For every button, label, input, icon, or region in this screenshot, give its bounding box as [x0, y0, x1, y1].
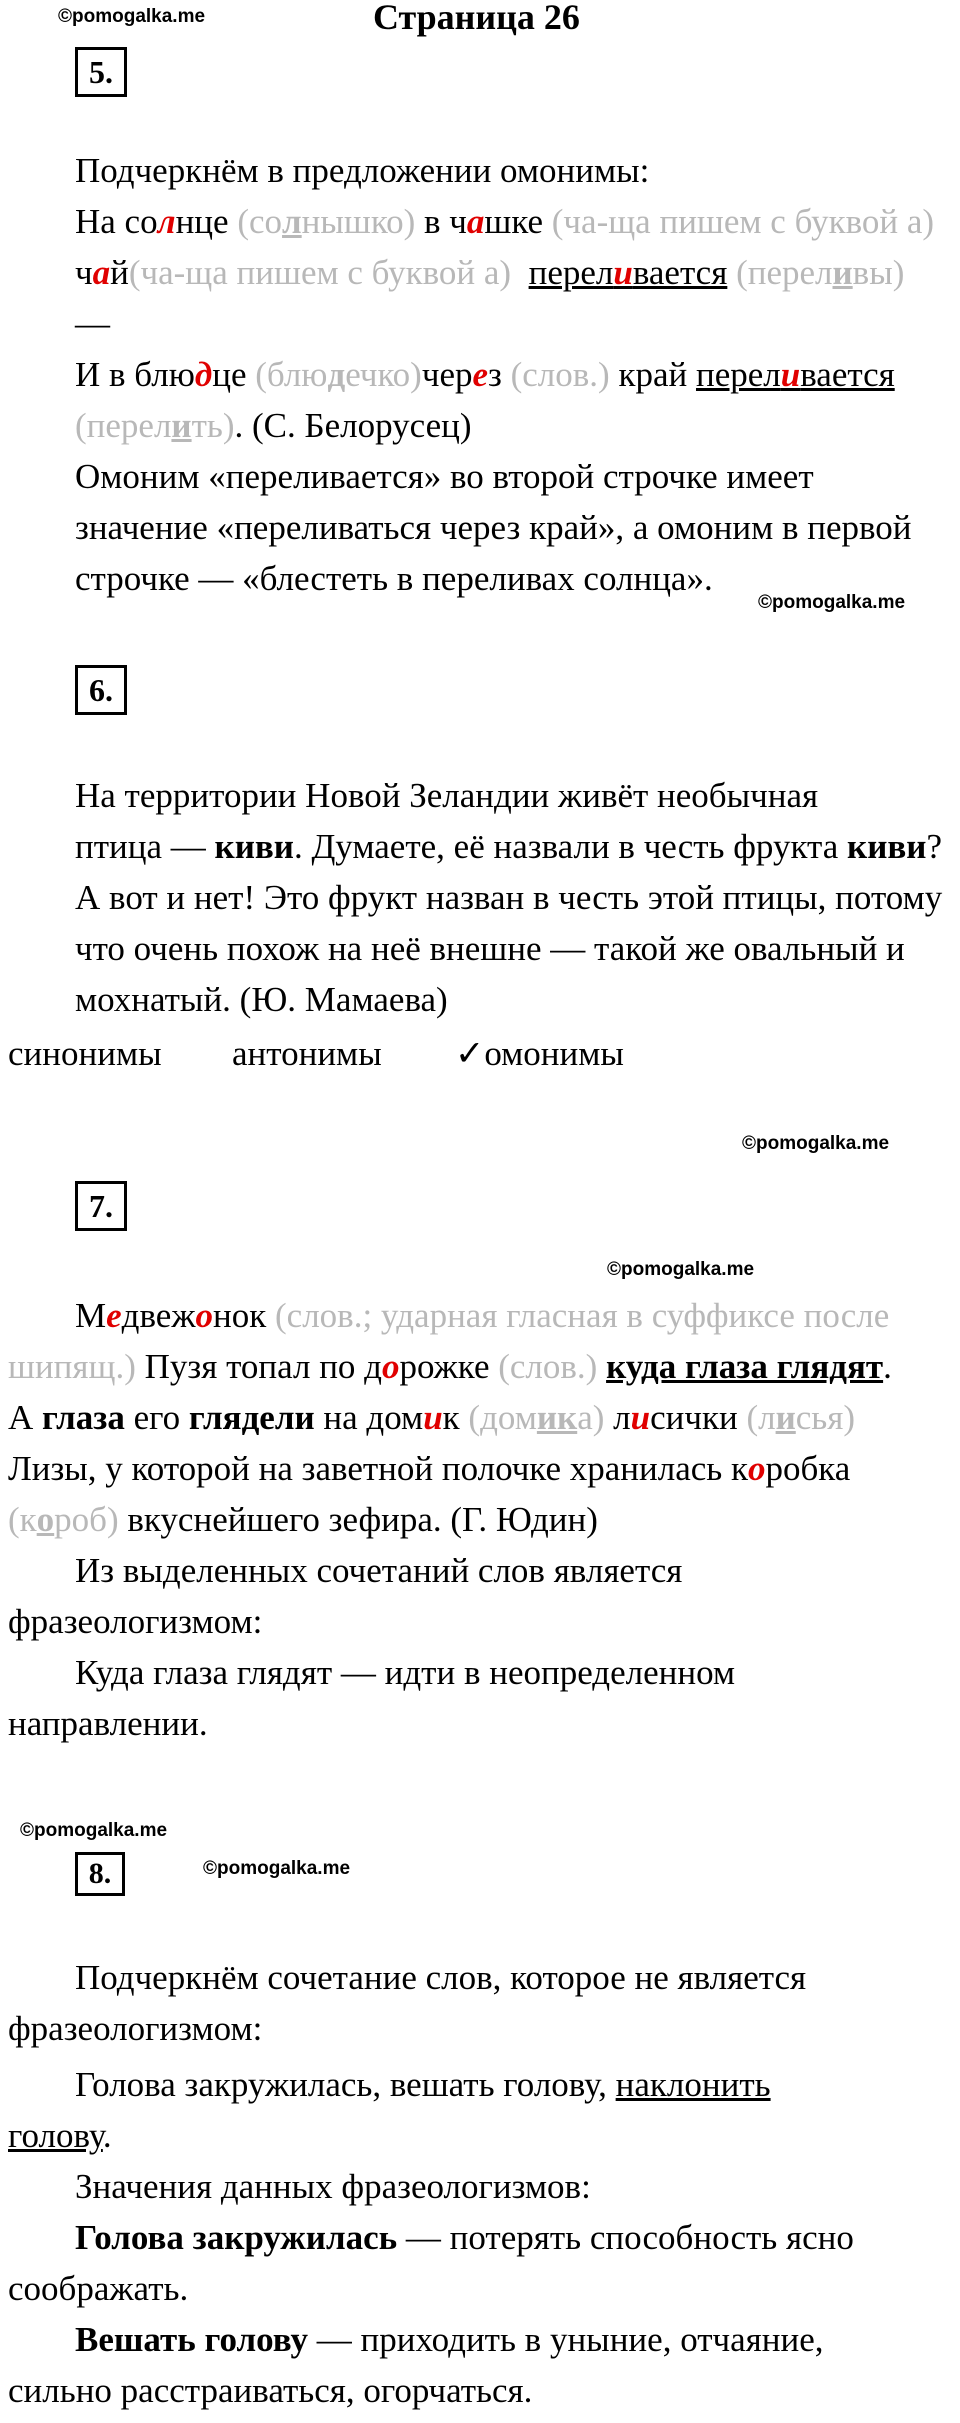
task-7-line-8: Куда глаза глядят — идти в неопределенном — [75, 1653, 736, 1692]
task-5-line-4: — — [75, 304, 110, 343]
task-number-7: 7. — [75, 1181, 127, 1231]
task-8-line-9: сильно расстраиваться, огорчаться. — [8, 2371, 533, 2410]
watermark: ©pomogalka.me — [58, 6, 206, 27]
task-5-line-8: значение «переливаться через край», а омоним в первой — [75, 508, 912, 547]
watermark: ©pomogalka.me — [758, 592, 906, 613]
option-synonyms: синонимы — [8, 1034, 162, 1073]
task-7-line-2: шипящ.) Пузя топал по дорожке (слов.) куда глаза глядят. — [8, 1347, 892, 1386]
task-number-5: 5. — [75, 47, 127, 97]
task-6-line-2: птица — киви. Думаете, её назвали в честь фрукта киви? — [75, 827, 942, 866]
task-6-line-1: На территории Новой Зеландии живёт необычная — [75, 776, 819, 815]
task-5-line-3: чай(ча-ща пишем с буквой а) переливается (переливы) — [75, 253, 905, 292]
task-7-line-5: (короб) вкуснейшего зефира. (Г. Юдин) — [8, 1500, 598, 1539]
task-number-6: 6. — [75, 665, 127, 715]
task-7-line-3: А глаза его глядели на домик (домика) лисички (лисья) — [8, 1398, 856, 1437]
task-8-line-8: Вешать голову — приходить в уныние, отчаяние, — [75, 2320, 824, 2359]
watermark: ©pomogalka.me — [203, 1858, 351, 1879]
watermark: ©pomogalka.me — [20, 1820, 168, 1841]
task-6-line-3: А вот и нет! Это фрукт назван в честь этой птицы, потому — [75, 878, 943, 917]
task-6-line-5: мохнатый. (Ю. Мамаева) — [75, 980, 448, 1019]
watermark: ©pomogalka.me — [742, 1133, 890, 1154]
task-8-line-1: Подчеркнём сочетание слов, которое не является — [75, 1958, 807, 1997]
task-5-line-1: Подчеркнём в предложении омонимы: — [75, 151, 650, 190]
task-7-line-9: направлении. — [8, 1704, 208, 1743]
checkmark-icon: ✓ — [455, 1034, 485, 1074]
task-7-line-1: Медвежонок (слов.; ударная гласная в суффиксе после — [75, 1296, 890, 1335]
task-5-line-2: На солнце (солнышко) в чашке (ча-ща пишем с буквой а) — [75, 202, 935, 241]
option-antonyms: антонимы — [232, 1034, 382, 1073]
task-8-line-6: Голова закружилась — потерять способность ясно — [75, 2218, 854, 2257]
task-7-line-7: фразеологизмом: — [8, 1602, 263, 1641]
page-title: Страница 26 — [373, 0, 580, 37]
watermark: ©pomogalka.me — [607, 1259, 755, 1280]
task-6-line-4: что очень похож на неё внешне — такой же овальный и — [75, 929, 905, 968]
task-5-line-6: (перелить). (С. Белорусец) — [75, 406, 472, 445]
task-5-line-9: строчке — «блестеть в переливах солнца». — [75, 559, 713, 598]
task-8-line-2: фразеологизмом: — [8, 2009, 263, 2048]
task-8-line-7: соображать. — [8, 2269, 189, 2308]
task-7-line-6: Из выделенных сочетаний слов является — [75, 1551, 683, 1590]
task-number-8: 8. — [75, 1852, 125, 1896]
task-5-line-7: Омоним «переливается» во второй строчке имеет — [75, 457, 814, 496]
task-7-line-4: Лизы, у которой на заветной полочке хранилась коробка — [8, 1449, 851, 1488]
task-8-line-5: Значения данных фразеологизмов: — [75, 2167, 591, 2206]
option-homonyms: ✓омонимы — [455, 1034, 624, 1074]
task-8-line-4: голову. — [8, 2116, 112, 2155]
task-5-line-5: И в блюдце (блюдечко)через (слов.) край переливается — [75, 355, 895, 394]
task-8-line-3: Голова закружилась, вешать голову, наклонить — [75, 2065, 771, 2104]
